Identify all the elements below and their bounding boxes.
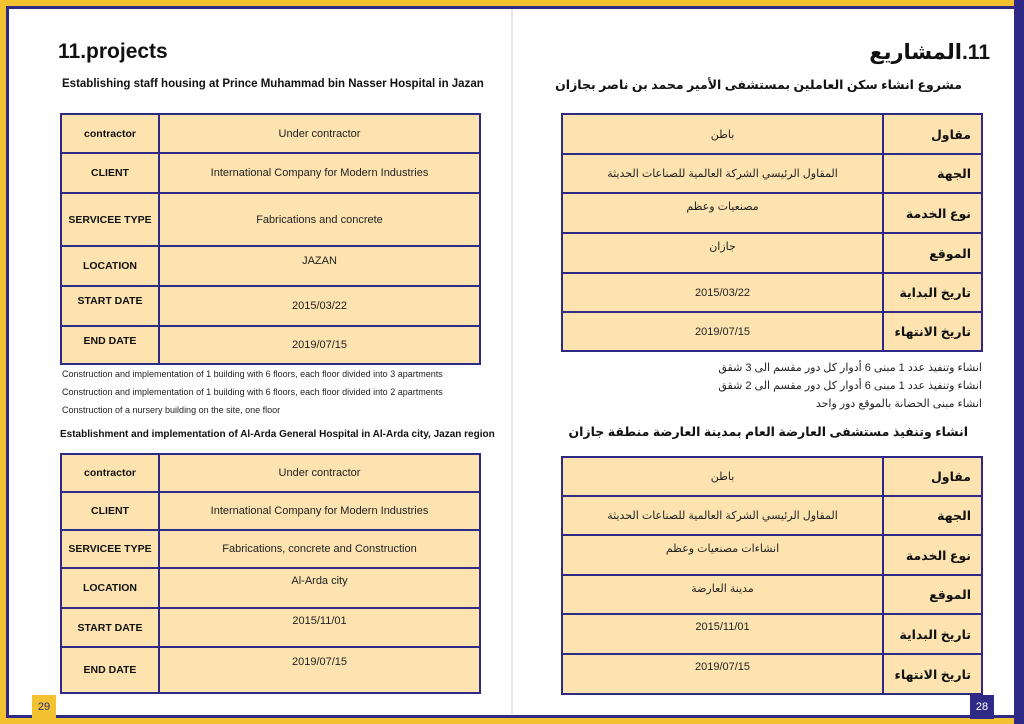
row-value: Fabrications and concrete bbox=[159, 193, 480, 246]
row-label: START DATE bbox=[61, 608, 159, 647]
row-value: Under contractor bbox=[159, 454, 480, 492]
frame-border-bottom bbox=[0, 718, 1024, 724]
row-value: 2019/07/15 bbox=[159, 647, 480, 693]
project2-info-table-arabic bbox=[561, 456, 983, 695]
page-spine-divider bbox=[511, 9, 513, 715]
project1-notes-english bbox=[62, 365, 443, 419]
table-row bbox=[61, 326, 480, 364]
row-label: SERVICEE TYPE bbox=[61, 530, 159, 568]
project1-heading-arabic: مشروع انشاء سكن العاملين بمستشفى الأمير محمد بن ناصر بجازان bbox=[555, 78, 962, 92]
table-row bbox=[61, 530, 480, 568]
row-value: 2019/07/15 bbox=[159, 326, 480, 364]
project2-heading-english: Establishment and implementation of Al-Arda General Hospital in Al-Arda city, Jazan region bbox=[60, 429, 495, 440]
row-value: Under contractor bbox=[159, 114, 480, 153]
frame-border-right bbox=[1014, 0, 1024, 724]
table-row bbox=[562, 273, 982, 312]
table-row bbox=[562, 535, 982, 575]
page-title-arabic: 11.المشاريع bbox=[869, 41, 990, 64]
frame-border-top-inner bbox=[6, 6, 1014, 9]
note-line: Construction and implementation of 1 building with 6 floors, each floor divided into 2 apartments bbox=[62, 387, 443, 397]
row-label: الجهة bbox=[883, 154, 982, 193]
table-row bbox=[562, 457, 982, 496]
project1-heading-english: Establishing staff housing at Prince Muhammad bin Nasser Hospital in Jazan bbox=[62, 78, 484, 90]
row-label: الجهة bbox=[883, 496, 982, 535]
table-row bbox=[61, 568, 480, 608]
table-row bbox=[562, 575, 982, 614]
row-label: CLIENT bbox=[61, 153, 159, 193]
table-row bbox=[562, 614, 982, 654]
frame-border-bottom-inner bbox=[6, 715, 1014, 718]
row-label: نوع الخدمة bbox=[883, 193, 982, 233]
project1-notes-arabic bbox=[718, 359, 982, 413]
note-line: انشاء وتنفيذ عدد 1 مبنى 6 أدوار كل دور مقسم الى 3 شقق bbox=[718, 362, 982, 374]
row-label: تاريخ الانتهاء bbox=[883, 312, 982, 351]
row-label: LOCATION bbox=[61, 568, 159, 608]
row-value: 2015/11/01 bbox=[562, 614, 883, 654]
row-value: International Company for Modern Industries bbox=[159, 153, 480, 193]
table-row bbox=[562, 114, 982, 154]
table-row bbox=[562, 654, 982, 694]
row-value: مصنعيات وعظم bbox=[562, 193, 883, 233]
table-row bbox=[61, 647, 480, 693]
row-label: SERVICEE TYPE bbox=[61, 193, 159, 246]
row-label: END DATE bbox=[61, 647, 159, 693]
table-row bbox=[61, 246, 480, 286]
note-line: انشاء وتنفيذ عدد 1 مبنى 6 أدوار كل دور مقسم الى 2 شقق bbox=[718, 380, 982, 392]
table-row bbox=[61, 608, 480, 647]
row-value: مدينة العارضة bbox=[562, 575, 883, 614]
table-row bbox=[562, 233, 982, 273]
table-row bbox=[562, 312, 982, 351]
table-row bbox=[61, 286, 480, 326]
row-value: 2019/07/15 bbox=[562, 654, 883, 694]
row-value: جازان bbox=[562, 233, 883, 273]
note-line: انشاء مبنى الحضانة بالموقع دور واحد bbox=[815, 398, 982, 410]
project2-heading-arabic: انشاء وتنفيذ مستشفى العارضة العام بمدينة العارضة منطقة جازان bbox=[568, 425, 968, 439]
row-value: 2019/07/15 bbox=[562, 312, 883, 351]
row-value: International Company for Modern Industries bbox=[159, 492, 480, 530]
project1-info-table-english bbox=[60, 113, 481, 365]
row-value: المقاول الرئيسي الشركة العالمية للصناعات الحديثة bbox=[562, 496, 883, 535]
row-label: الموقع bbox=[883, 575, 982, 614]
row-label: الموقع bbox=[883, 233, 982, 273]
frame-border-left-inner bbox=[6, 6, 9, 718]
table-row bbox=[562, 154, 982, 193]
row-value: Al-Arda city bbox=[159, 568, 480, 608]
row-value: 2015/03/22 bbox=[159, 286, 480, 326]
table-row bbox=[562, 193, 982, 233]
table-row bbox=[61, 492, 480, 530]
project2-info-table-english bbox=[60, 453, 481, 694]
row-value: باطن bbox=[562, 457, 883, 496]
row-label: contractor bbox=[61, 114, 159, 153]
row-value: باطن bbox=[562, 114, 883, 154]
row-label: contractor bbox=[61, 454, 159, 492]
note-line: Construction of a nursery building on the site, one floor bbox=[62, 405, 281, 415]
row-label: CLIENT bbox=[61, 492, 159, 530]
row-value: المقاول الرئيسي الشركة العالمية للصناعات الحديثة bbox=[562, 154, 883, 193]
row-label: تاريخ الانتهاء bbox=[883, 654, 982, 694]
row-value: Fabrications, concrete and Construction bbox=[159, 530, 480, 568]
note-line: Construction and implementation of 1 building with 6 floors, each floor divided into 3 apartments bbox=[62, 369, 443, 379]
table-row bbox=[61, 114, 480, 153]
page-number-right: 28 bbox=[970, 695, 994, 719]
row-label: نوع الخدمة bbox=[883, 535, 982, 575]
row-label: END DATE bbox=[61, 326, 159, 364]
row-label: مقاول bbox=[883, 457, 982, 496]
row-label: مقاول bbox=[883, 114, 982, 154]
page-number-left: 29 bbox=[32, 695, 56, 719]
table-row bbox=[562, 496, 982, 535]
table-row bbox=[61, 153, 480, 193]
row-label: تاريخ البداية bbox=[883, 273, 982, 312]
row-label: LOCATION bbox=[61, 246, 159, 286]
row-value: JAZAN bbox=[159, 246, 480, 286]
table-row bbox=[61, 193, 480, 246]
row-value: انشاءات مصنعيات وعظم bbox=[562, 535, 883, 575]
project1-info-table-arabic bbox=[561, 113, 983, 352]
row-label: تاريخ البداية bbox=[883, 614, 982, 654]
row-label: START DATE bbox=[61, 286, 159, 326]
row-value: 2015/11/01 bbox=[159, 608, 480, 647]
page-title-english: 11.projects bbox=[58, 40, 168, 63]
row-value: 2015/03/22 bbox=[562, 273, 883, 312]
table-row bbox=[61, 454, 480, 492]
